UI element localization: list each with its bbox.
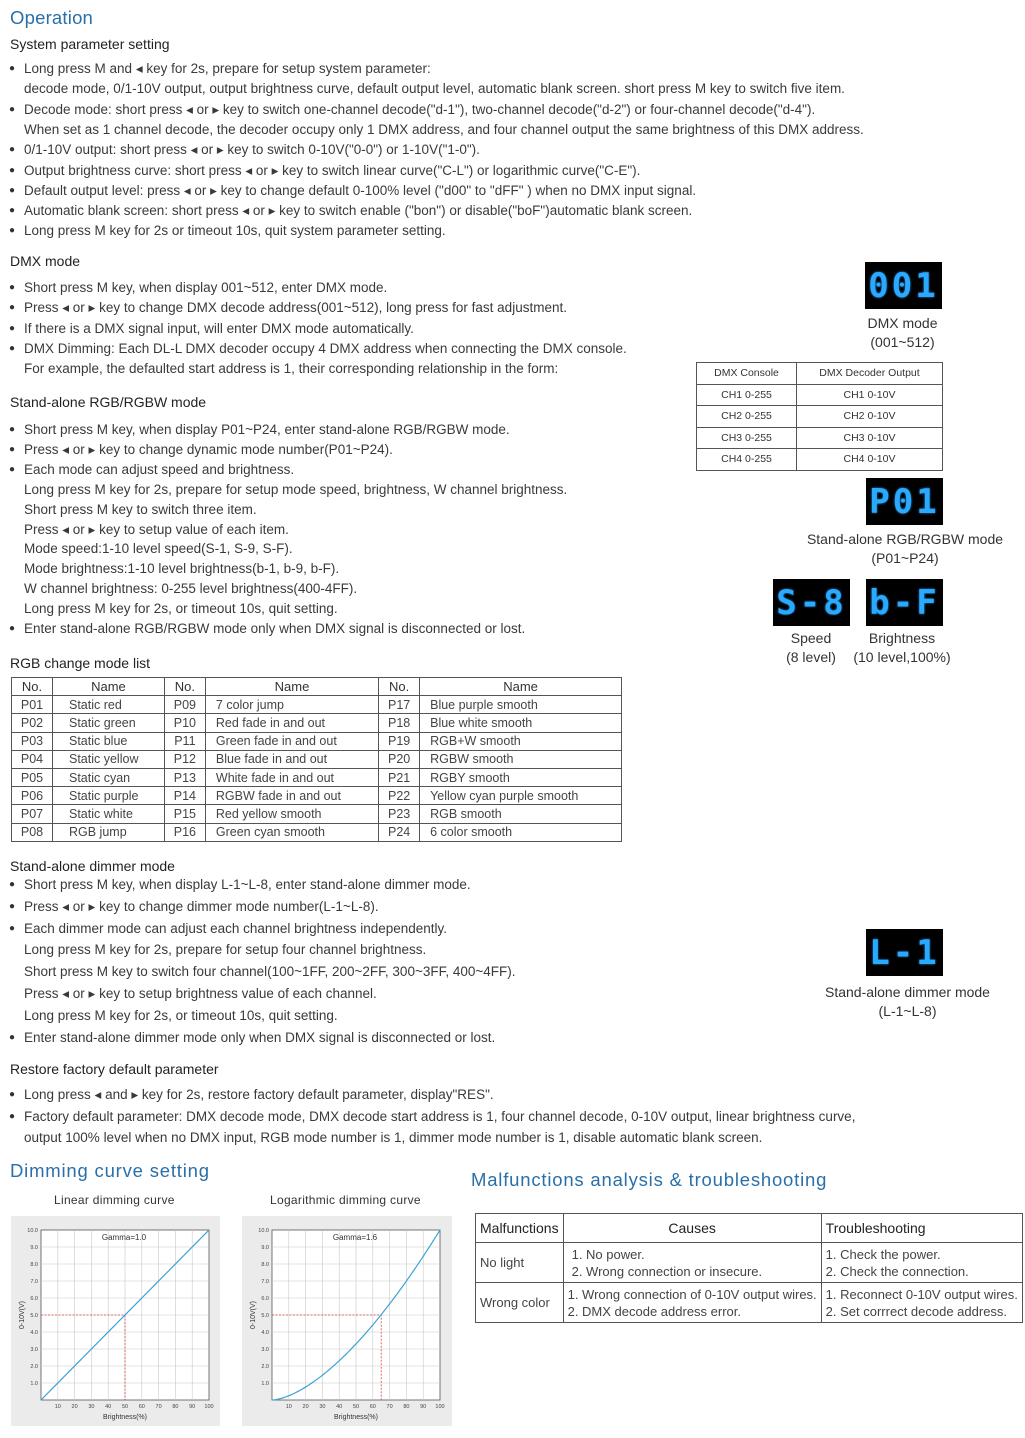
mode-number: P04 xyxy=(12,750,53,768)
dimmer-heading: Stand-alone dimmer mode xyxy=(10,858,175,874)
mode-name: Blue purple smooth xyxy=(420,696,622,714)
y-tick-label: 4.0 xyxy=(261,1330,269,1336)
table-row xyxy=(12,714,622,732)
dmx-table-cell: CH2 0-10V xyxy=(797,406,943,428)
dmx-display: 001 xyxy=(865,262,942,309)
table-row xyxy=(476,1283,1023,1323)
malfunction-causes xyxy=(563,1283,821,1323)
mode-number: P12 xyxy=(164,750,205,768)
mode-name: RGB smooth xyxy=(420,805,622,823)
brightness-display: b-F xyxy=(866,579,943,626)
rgb-table-header: Name xyxy=(420,678,622,696)
rgb-table-header: No. xyxy=(12,678,53,696)
dmx-table-cell: CH4 0-10V xyxy=(797,449,943,471)
x-tick-label: 20 xyxy=(302,1404,309,1410)
cause-item: 1. No power. xyxy=(571,1246,645,1262)
mode-name: Static green xyxy=(53,714,165,732)
mode-number: P06 xyxy=(12,787,53,805)
dmx-table-header: DMX Console xyxy=(697,363,797,385)
mode-number: P16 xyxy=(164,823,205,841)
y-tick-label: 5.0 xyxy=(30,1313,38,1319)
log-chart xyxy=(242,1216,452,1426)
y-axis-label: 0-10V(V) xyxy=(250,1300,257,1330)
y-tick-label: 2.0 xyxy=(261,1364,269,1370)
fix-item: 2. Set corrrect decode address. xyxy=(825,1303,1008,1319)
x-tick-label: 80 xyxy=(172,1404,179,1410)
mode-number: P23 xyxy=(379,805,420,823)
bullet-item: ● Enter stand-alone dimmer mode only when DMX signal is disconnected or lost. xyxy=(24,1028,495,1048)
mode-name: White fade in and out xyxy=(205,768,378,786)
x-tick-label: 30 xyxy=(319,1404,326,1410)
mode-name: Yellow cyan purple smooth xyxy=(420,787,622,805)
x-tick-label: 90 xyxy=(420,1404,427,1410)
mode-number: P18 xyxy=(379,714,420,732)
x-tick-label: 50 xyxy=(352,1404,360,1410)
fix-item: 2. Check the connection. xyxy=(825,1263,969,1279)
continuation-line: decode mode, 0/1-10V output, output brightness curve, default output level, automatic blank screen. short press M key to switch five item. xyxy=(24,81,845,97)
mode-name: RGBW smooth xyxy=(420,750,622,768)
table-row xyxy=(12,787,622,805)
mode-number: P22 xyxy=(379,787,420,805)
y-tick-label: 3.0 xyxy=(30,1347,38,1353)
p01-display-caption: Stand-alone RGB/RGBW mode (P01~P24) xyxy=(806,531,1004,566)
y-tick-label: 7.0 xyxy=(261,1279,269,1285)
mode-name: 7 color jump xyxy=(205,696,378,714)
x-tick-label: 100 xyxy=(204,1404,214,1410)
operation-title: Operation xyxy=(10,7,94,28)
dimming-title: Dimming curve setting xyxy=(10,1160,210,1181)
mode-number: P20 xyxy=(379,750,420,768)
p01-display: P01 xyxy=(866,478,943,525)
malfunction-name: No light xyxy=(476,1243,564,1283)
continuation-line: Press ◂ or ▸ key to setup brightness value of each channel. xyxy=(24,986,377,1001)
bullet-item: ● Default output level: press ◂ or ▸ key to change default 0-100% level ("d00" to "dFF" ) when no DMX input signal. xyxy=(24,181,696,201)
bullet-item: ● Automatic blank screen: short press ◂ or ▸ key to switch enable ("bon") or disable("boF")automatic blank screen. xyxy=(24,201,692,221)
bullet-item: ● Output brightness curve: short press ◂ or ▸ key to switch linear curve("C-L") or logarithmic curve("C-E"). xyxy=(24,161,640,181)
bullet-item: ● Decode mode: short press ◂ or ▸ key to switch one-channel decode("d-1"), two-channel decode("d-2") or four-channel decode("d-4"). xyxy=(24,100,815,120)
mode-number: P02 xyxy=(12,714,53,732)
mode-number: P03 xyxy=(12,732,53,750)
speed-display: S-8 xyxy=(773,579,850,626)
y-tick-label: 4.0 xyxy=(30,1330,38,1336)
y-tick-label: 1.0 xyxy=(30,1381,38,1387)
continuation-line: Long press M key for 2s, prepare for setup four channel brightness. xyxy=(24,942,427,958)
table-row xyxy=(697,384,943,406)
mode-number: P17 xyxy=(379,696,420,714)
rgb-table-header: Name xyxy=(53,678,165,696)
rgb-list-heading: RGB change mode list xyxy=(10,655,151,671)
mode-number: P08 xyxy=(12,823,53,841)
dmx-table-cell: CH3 0-10V xyxy=(797,427,943,449)
system-heading: System parameter setting xyxy=(10,36,170,52)
mode-name: RGB jump xyxy=(53,823,165,841)
x-tick-label: 60 xyxy=(138,1404,145,1410)
continuation-line: Long press M key for 2s, or timeout 10s, quit setting. xyxy=(24,601,338,617)
mode-name: Blue white smooth xyxy=(420,714,622,732)
y-tick-label: 8.0 xyxy=(261,1262,269,1268)
bullet-item: ● DMX Dimming: Each DL-L DMX decoder occupy 4 DMX address when connecting the DMX console. xyxy=(24,339,627,359)
rgb-table-header: Name xyxy=(205,678,378,696)
x-tick-label: 20 xyxy=(71,1404,78,1410)
restore-heading: Restore factory default parameter xyxy=(10,1061,219,1077)
bullet-item: ● Enter stand-alone RGB/RGBW mode only when DMX signal is disconnected or lost. xyxy=(24,619,525,639)
bullet-item: ● Long press M key for 2s or timeout 10s, quit system parameter setting. xyxy=(24,221,446,241)
mode-name: Static blue xyxy=(53,732,165,750)
y-tick-label: 7.0 xyxy=(30,1279,38,1285)
x-tick-label: 70 xyxy=(155,1404,162,1410)
continuation-line: Press ◂ or ▸ key to setup value of each item. xyxy=(24,521,289,537)
table-row xyxy=(697,427,943,449)
rgb-mode-table xyxy=(11,677,622,842)
dmx-table-cell: CH3 0-255 xyxy=(697,427,797,449)
mode-number: P11 xyxy=(164,732,205,750)
continuation-line: For example, the defaulted start address is 1, their corresponding relationship in the form: xyxy=(24,361,559,377)
standalone-heading: Stand-alone RGB/RGBW mode xyxy=(10,394,207,410)
bullet-item: ● Press ◂ or ▸ key to change DMX decode address(001~512), long press for fast adjustment. xyxy=(24,298,567,318)
table-row xyxy=(12,732,622,750)
bullet-item: ● Press ◂ or ▸ key to change dimmer mode number(L-1~L-8). xyxy=(24,897,379,917)
y-tick-label: 9.0 xyxy=(261,1245,269,1251)
bullet-item: ● 0/1-10V output: short press ◂ or ▸ key to switch 0-10V("0-0") or 1-10V("1-0"). xyxy=(24,140,480,160)
linear-chart xyxy=(11,1216,220,1426)
bullet-item: ● Short press M key, when display 001~512, enter DMX mode. xyxy=(24,278,387,298)
brightness-display-caption: Brightness (10 level,100%) xyxy=(853,630,951,665)
bullet-item: ● Each mode can adjust speed and brightness. xyxy=(24,460,294,480)
cause-item: 2. Wrong connection or insecure. xyxy=(571,1263,763,1279)
gamma-annotation: Gamma=1.6 xyxy=(332,1233,378,1242)
bullet-item: ● Each dimmer mode can adjust each channel brightness independently. xyxy=(24,919,447,939)
dmx-table-header: DMX Decoder Output xyxy=(797,363,943,385)
y-tick-label: 8.0 xyxy=(30,1262,38,1268)
table-row xyxy=(12,750,622,768)
mode-name: Static white xyxy=(53,805,165,823)
table-row xyxy=(12,805,622,823)
x-tick-label: 100 xyxy=(435,1404,445,1410)
dimmer-display-caption: Stand-alone dimmer mode (L-1~L-8) xyxy=(825,984,990,1019)
mode-name: Red yellow smooth xyxy=(205,805,378,823)
dmx-table-cell: CH4 0-255 xyxy=(697,449,797,471)
y-tick-label: 10.0 xyxy=(27,1228,38,1234)
mode-name: Static red xyxy=(53,696,165,714)
x-tick-label: 10 xyxy=(285,1404,292,1410)
y-tick-label: 10.0 xyxy=(258,1228,269,1234)
cause-item: 2. DMX decode address error. xyxy=(567,1303,742,1319)
x-axis-label: Brightness(%) xyxy=(334,1414,378,1421)
mode-number: P19 xyxy=(379,732,420,750)
y-tick-label: 2.0 xyxy=(30,1364,38,1370)
speed-display-caption: Speed (8 level) xyxy=(786,630,836,665)
continuation-line: W channel brightness: 0-255 level brightness(400-4FF). xyxy=(24,581,358,597)
fix-item: 1. Check the power. xyxy=(825,1246,941,1262)
x-tick-label: 90 xyxy=(189,1404,196,1410)
continuation-line: Short press M key to switch three item. xyxy=(24,501,257,517)
x-tick-label: 10 xyxy=(54,1404,61,1410)
mal-header: Causes xyxy=(563,1214,821,1243)
continuation-line: Long press M key for 2s, prepare for setup mode speed, brightness, W channel brightness. xyxy=(24,481,568,497)
malfunction-causes xyxy=(563,1243,821,1283)
rgb-table-header: No. xyxy=(379,678,420,696)
rgb-table-header: No. xyxy=(164,678,205,696)
mode-number: P24 xyxy=(379,823,420,841)
y-tick-label: 1.0 xyxy=(261,1381,269,1387)
mode-number: P07 xyxy=(12,805,53,823)
x-tick-label: 40 xyxy=(105,1404,112,1410)
linear-chart-title: Linear dimming curve xyxy=(54,1193,175,1207)
continuation-line: Mode speed:1-10 level speed(S-1, S-9, S-F). xyxy=(24,541,293,557)
malfunction-fixes xyxy=(821,1243,1022,1283)
dmx-table-cell: CH2 0-255 xyxy=(697,406,797,428)
bullet-item: ● If there is a DMX signal input, will enter DMX mode automatically. xyxy=(24,319,414,339)
mode-name: RGBY smooth xyxy=(420,768,622,786)
malfunctions-title: Malfunctions analysis & troubleshooting xyxy=(471,1169,828,1190)
table-row xyxy=(697,449,943,471)
y-tick-label: 9.0 xyxy=(30,1245,38,1251)
x-axis-label: Brightness(%) xyxy=(103,1414,147,1421)
x-tick-label: 80 xyxy=(403,1404,410,1410)
malfunction-fixes xyxy=(821,1283,1022,1323)
mode-name: Static cyan xyxy=(53,768,165,786)
continuation-line: output 100% level when no DMX input, RGB mode number is 1, dimmer mode number is 1, disable automatic blank screen. xyxy=(24,1130,763,1145)
y-tick-label: 3.0 xyxy=(261,1347,269,1353)
dmx-table-cell: CH1 0-255 xyxy=(697,384,797,406)
mode-number: P13 xyxy=(164,768,205,786)
malfunctions-table xyxy=(475,1213,1023,1323)
mode-name: Red fade in and out xyxy=(205,714,378,732)
mode-number: P21 xyxy=(379,768,420,786)
x-tick-label: 30 xyxy=(88,1404,95,1410)
table-row xyxy=(476,1243,1023,1283)
dmx-mapping-table xyxy=(696,362,943,471)
continuation-line: Short press M key to switch four channel(100~1FF, 200~2FF, 300~3FF, 400~4FF). xyxy=(24,964,516,980)
x-tick-label: 40 xyxy=(336,1404,343,1410)
y-tick-label: 6.0 xyxy=(261,1296,269,1302)
cause-item: 1. Wrong connection of 0-10V output wires. xyxy=(567,1286,817,1302)
bullet-item: ● Short press M key, when display L-1~L-8, enter stand-alone dimmer mode. xyxy=(24,875,471,895)
fix-item: 1. Reconnect 0-10V output wires. xyxy=(825,1286,1018,1302)
mode-name: Static purple xyxy=(53,787,165,805)
y-tick-label: 5.0 xyxy=(261,1313,269,1319)
x-tick-label: 70 xyxy=(386,1404,393,1410)
dmx-table-cell: CH1 0-10V xyxy=(797,384,943,406)
dmx-display-caption: DMX mode (001~512) xyxy=(867,315,938,350)
bullet-item: ● Factory default parameter: DMX decode mode, DMX decode start address is 1, four channel decode, 0-10V output, linear brightness curve, xyxy=(24,1107,855,1127)
mode-name: 6 color smooth xyxy=(420,823,622,841)
x-tick-label: 50 xyxy=(121,1404,129,1410)
mode-number: P15 xyxy=(164,805,205,823)
mode-name: Green cyan smooth xyxy=(205,823,378,841)
mode-name: Static yellow xyxy=(53,750,165,768)
mode-name: RGBW fade in and out xyxy=(205,787,378,805)
table-row xyxy=(12,768,622,786)
mode-number: P14 xyxy=(164,787,205,805)
table-row xyxy=(12,696,622,714)
dimmer-display: L-1 xyxy=(866,929,943,976)
continuation-line: Long press M key for 2s, or timeout 10s, quit setting. xyxy=(24,1007,338,1023)
bullet-item: ● Long press ◂ and ▸ key for 2s, restore factory default parameter, display"RES". xyxy=(24,1085,494,1105)
mal-header: Malfunctions xyxy=(476,1214,564,1243)
bullet-item: ● Long press M and ◂ key for 2s, prepare for setup system parameter: xyxy=(24,59,431,79)
table-row xyxy=(697,406,943,428)
mode-name: Blue fade in and out xyxy=(205,750,378,768)
mode-number: P05 xyxy=(12,768,53,786)
continuation-line: When set as 1 channel decode, the decoder occupy only 1 DMX address, and four channel output the same brightness of this DMX address. xyxy=(24,121,864,137)
y-tick-label: 6.0 xyxy=(30,1296,38,1302)
mal-header: Troubleshooting xyxy=(821,1214,1022,1243)
bullet-item: ● Short press M key, when display P01~P24, enter stand-alone RGB/RGBW mode. xyxy=(24,420,510,440)
mode-name: Green fade in and out xyxy=(205,732,378,750)
bullet-item: ● Press ◂ or ▸ key to change dynamic mode number(P01~P24). xyxy=(24,440,393,460)
table-row xyxy=(12,823,622,841)
x-tick-label: 60 xyxy=(369,1404,376,1410)
dmx-heading: DMX mode xyxy=(10,253,81,269)
continuation-line: Mode brightness:1-10 level brightness(b-1, b-9, b-F). xyxy=(24,561,340,577)
mode-number: P10 xyxy=(164,714,205,732)
y-axis-label: 0-10V(V) xyxy=(19,1300,26,1330)
malfunction-name: Wrong color xyxy=(476,1283,564,1323)
mode-name: RGB+W smooth xyxy=(420,732,622,750)
gamma-annotation: Gamma=1.0 xyxy=(101,1233,147,1242)
mode-number: P01 xyxy=(12,696,53,714)
log-chart-title: Logarithmic dimming curve xyxy=(270,1193,421,1207)
mode-number: P09 xyxy=(164,696,205,714)
